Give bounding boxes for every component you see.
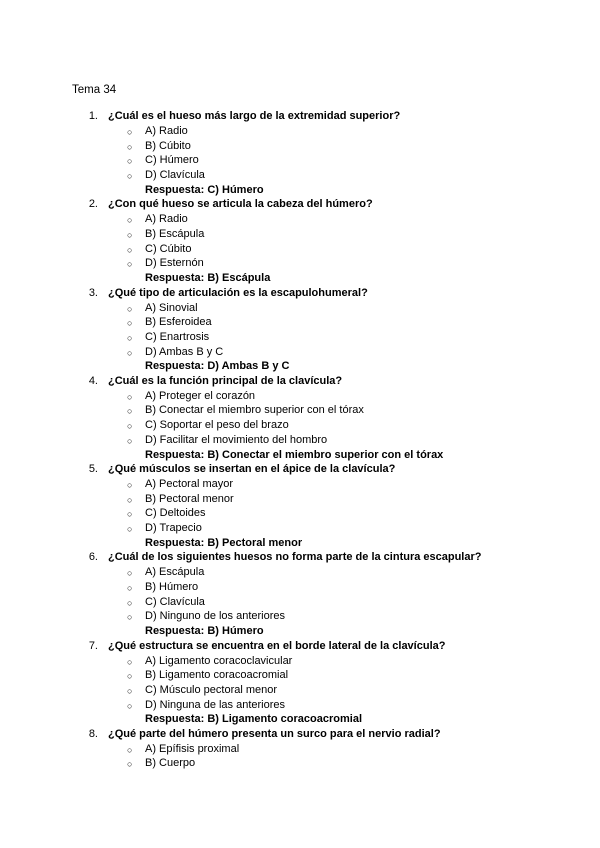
- option-item: [0, 507, 600, 522]
- option-text: B) Ligamento coracoacromial: [145, 669, 289, 682]
- option-text: C) Cúbito: [145, 242, 192, 255]
- option-text: C) Soportar el peso del brazo: [145, 419, 289, 432]
- question-heading: [0, 551, 600, 566]
- option-text: C) Deltoides: [145, 507, 206, 520]
- question-heading: [0, 728, 600, 743]
- option-text: A) Escápula: [145, 566, 205, 579]
- question-number: 2.: [88, 198, 98, 211]
- option-text: C) Clavícula: [145, 595, 205, 608]
- question-heading: [0, 198, 600, 213]
- option-item: [0, 669, 600, 684]
- option-text: C) Húmero: [145, 154, 199, 167]
- circle-bullet-icon: ○: [127, 171, 133, 182]
- option-text: C) Enartrosis: [145, 330, 210, 343]
- option-text: A) Proteger el corazón: [145, 389, 256, 402]
- question-number: 3.: [88, 286, 98, 299]
- question-text: ¿Qué tipo de articulación es la escapulohumeral?: [108, 286, 368, 299]
- question-item: [0, 463, 600, 551]
- question-number: 1.: [88, 110, 98, 122]
- question-heading: [0, 375, 600, 390]
- option-item: [0, 655, 600, 670]
- option-item: [0, 213, 600, 228]
- question-item: [0, 728, 600, 772]
- option-item: [0, 419, 600, 434]
- question-number: 6.: [88, 551, 98, 564]
- circle-bullet-icon: ○: [127, 141, 133, 152]
- option-text: D) Ninguno de los anteriores: [145, 610, 286, 623]
- option-item: [0, 522, 600, 537]
- circle-bullet-icon: ○: [127, 303, 133, 314]
- circle-bullet-icon: ○: [127, 568, 133, 579]
- question-heading: [0, 287, 600, 302]
- option-text: D) Clavícula: [145, 169, 205, 182]
- question-number: 7.: [88, 639, 98, 652]
- circle-bullet-icon: ○: [127, 671, 133, 682]
- option-item: [0, 390, 600, 405]
- answer-text: Respuesta: C) Húmero: [145, 183, 264, 196]
- question-heading: [0, 110, 600, 125]
- answer-text: Respuesta: B) Pectoral menor: [145, 536, 303, 549]
- circle-bullet-icon: ○: [127, 435, 133, 446]
- option-item: [0, 743, 600, 758]
- answer-line: [0, 272, 600, 287]
- option-text: A) Epífisis proximal: [145, 742, 240, 755]
- question-text: ¿Cuál es la función principal de la clavícula?: [108, 374, 343, 387]
- answer-text: Respuesta: B) Ligamento coracoacromial: [145, 713, 363, 726]
- circle-bullet-icon: ○: [127, 700, 133, 711]
- circle-bullet-icon: ○: [127, 318, 133, 329]
- circle-bullet-icon: ○: [127, 229, 133, 240]
- option-text: A) Pectoral mayor: [145, 478, 234, 490]
- answer-line: [0, 449, 600, 464]
- option-text: D) Ninguna de las anteriores: [145, 698, 286, 711]
- circle-bullet-icon: ○: [127, 582, 133, 593]
- option-item: [0, 125, 600, 140]
- question-text: ¿Cuál es el hueso más largo de la extremidad superior?: [108, 110, 401, 122]
- option-text: B) Esferoidea: [145, 316, 212, 329]
- circle-bullet-icon: ○: [127, 744, 133, 755]
- circle-bullet-icon: ○: [127, 480, 133, 490]
- option-item: [0, 154, 600, 169]
- option-item: [0, 140, 600, 155]
- option-item: [0, 302, 600, 317]
- option-text: D) Esternón: [145, 257, 204, 270]
- option-item: [0, 699, 600, 714]
- option-text: B) Húmero: [145, 580, 199, 593]
- circle-bullet-icon: ○: [127, 215, 133, 226]
- question-number: 4.: [88, 374, 98, 387]
- circle-bullet-icon: ○: [127, 244, 133, 255]
- question-item: [0, 640, 600, 728]
- option-text: A) Sinovial: [145, 301, 198, 314]
- option-item: [0, 228, 600, 243]
- option-item: [0, 596, 600, 611]
- option-item: [0, 169, 600, 184]
- question-heading: [0, 463, 600, 478]
- answer-line: [0, 625, 600, 640]
- circle-bullet-icon: ○: [127, 332, 133, 343]
- circle-bullet-icon: ○: [127, 127, 133, 137]
- circle-bullet-icon: ○: [127, 494, 133, 505]
- option-item: [0, 566, 600, 581]
- circle-bullet-icon: ○: [127, 656, 133, 667]
- circle-bullet-icon: ○: [127, 597, 133, 608]
- option-item: [0, 610, 600, 625]
- answer-text: Respuesta: B) Escápula: [145, 272, 271, 284]
- option-item: [0, 434, 600, 449]
- option-text: B) Cuerpo: [145, 757, 196, 770]
- option-text: B) Cúbito: [145, 139, 191, 152]
- option-text: D) Trapecio: [145, 522, 202, 535]
- question-text: ¿Qué músculos se insertan en el ápice de la clavícula?: [108, 463, 396, 475]
- option-item: [0, 757, 600, 772]
- circle-bullet-icon: ○: [127, 759, 133, 770]
- question-item: [0, 198, 600, 286]
- question-number: 5.: [88, 463, 98, 475]
- answer-line: [0, 537, 600, 552]
- question-number: 8.: [88, 727, 98, 740]
- option-item: [0, 684, 600, 699]
- question-text: ¿Con qué hueso se articula la cabeza del húmero?: [108, 198, 373, 211]
- question-heading: [0, 640, 600, 655]
- page-title: Tema 34: [72, 84, 117, 96]
- circle-bullet-icon: ○: [127, 406, 133, 417]
- option-text: C) Músculo pectoral menor: [145, 683, 278, 696]
- answer-text: Respuesta: B) Húmero: [145, 625, 264, 637]
- option-item: [0, 331, 600, 346]
- question-text: ¿Cuál de los siguientes huesos no forma parte de la cintura escapular?: [108, 551, 482, 564]
- circle-bullet-icon: ○: [127, 421, 133, 432]
- option-text: B) Pectoral menor: [145, 492, 234, 505]
- question-item: [0, 110, 600, 198]
- option-text: A) Radio: [145, 125, 188, 137]
- answer-line: [0, 713, 600, 728]
- option-item: [0, 581, 600, 596]
- option-item: [0, 346, 600, 361]
- answer-line: [0, 184, 600, 199]
- question-item: [0, 287, 600, 375]
- option-text: B) Escápula: [145, 227, 205, 240]
- answer-line: [0, 360, 600, 375]
- option-item: [0, 257, 600, 272]
- circle-bullet-icon: ○: [127, 612, 133, 623]
- circle-bullet-icon: ○: [127, 685, 133, 696]
- option-text: D) Facilitar el movimiento del hombro: [145, 433, 328, 446]
- option-text: B) Conectar el miembro superior con el tórax: [145, 404, 364, 417]
- question-item: [0, 551, 600, 639]
- circle-bullet-icon: ○: [127, 524, 133, 535]
- option-text: A) Ligamento coracoclavicular: [145, 654, 293, 667]
- circle-bullet-icon: ○: [127, 391, 133, 402]
- circle-bullet-icon: ○: [127, 347, 133, 358]
- circle-bullet-icon: ○: [127, 509, 133, 520]
- circle-bullet-icon: ○: [127, 156, 133, 167]
- option-item: [0, 404, 600, 419]
- question-text: ¿Qué parte del húmero presenta un surco para el nervio radial?: [108, 727, 441, 740]
- answer-text: Respuesta: D) Ambas B y C: [145, 360, 290, 373]
- circle-bullet-icon: ○: [127, 259, 133, 270]
- question-item: [0, 375, 600, 463]
- question-text: ¿Qué estructura se encuentra en el borde lateral de la clavícula?: [108, 639, 446, 652]
- option-item: [0, 478, 600, 493]
- question-list: [0, 110, 600, 772]
- option-item: [0, 493, 600, 508]
- option-text: A) Radio: [145, 213, 188, 226]
- option-item: [0, 316, 600, 331]
- answer-text: Respuesta: B) Conectar el miembro superior con el tórax: [145, 448, 444, 461]
- option-text: D) Ambas B y C: [145, 345, 224, 358]
- option-item: [0, 243, 600, 258]
